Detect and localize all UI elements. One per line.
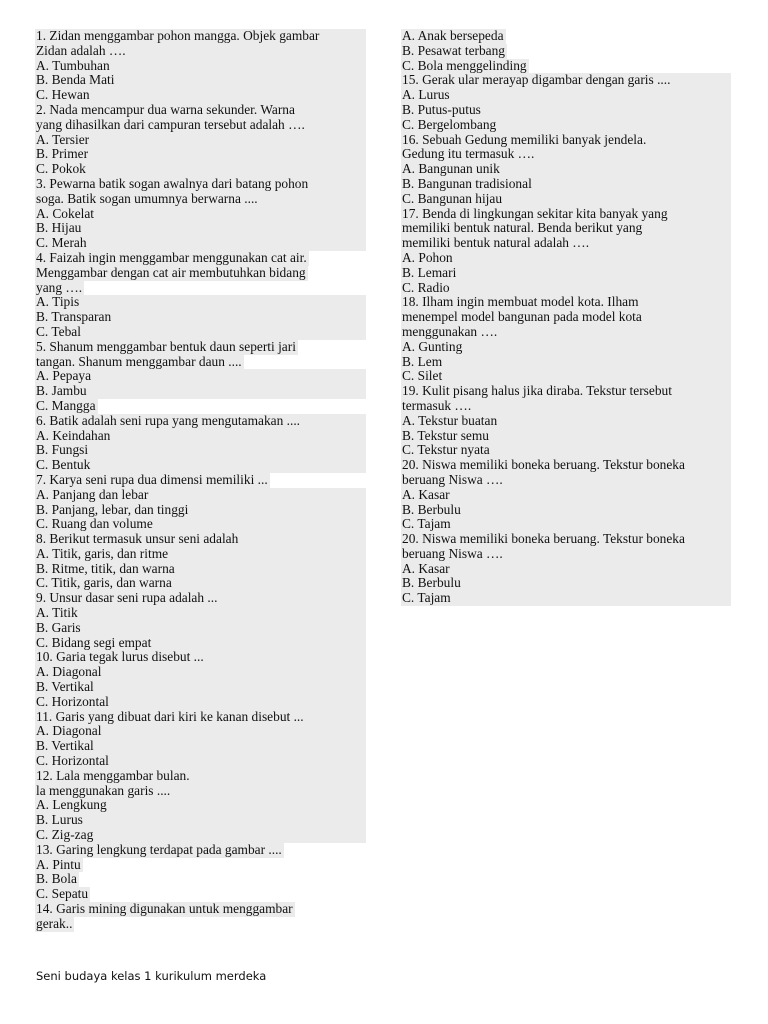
text-line: B. Hijau (35, 221, 366, 236)
left-question-column (35, 29, 366, 932)
text-line: 2. Nada mencampur dua warna sekunder. Warna (35, 103, 366, 118)
text-line: C. Bergelombang (401, 118, 731, 133)
text-line: 20. Niswa memiliki boneka beruang. Tekstur boneka (401, 458, 731, 473)
text-line: Menggambar dengan cat air membutuhkan bidang (36, 265, 306, 280)
text-line: A. Lurus (401, 88, 731, 103)
text-line: C. Pokok (35, 162, 366, 177)
text-line: C. Tajam (401, 591, 731, 606)
text-line: A. Cokelat (35, 207, 366, 222)
text-line: Gedung itu termasuk …. (401, 147, 731, 162)
text-line: C. Tajam (401, 517, 731, 532)
text-line: A. Diagonal (35, 665, 366, 680)
text-line: beruang Niswa …. (401, 547, 731, 562)
text-line: menempel model bangunan pada model kota (401, 310, 731, 325)
text-line: B. Bola (36, 872, 77, 887)
text-line: 6. Batik adalah seni rupa yang mengutamakan .... (35, 414, 366, 429)
text-line: 12. Lala menggambar bulan. (35, 769, 366, 784)
text-line: B. Berbulu (401, 576, 731, 591)
text-line: C. Radio (401, 281, 731, 296)
text-line: B. Lurus (35, 813, 366, 828)
text-line: 1. Zidan menggambar pohon mangga. Objek gambar (35, 29, 366, 44)
text-line: A. Gunting (401, 340, 731, 355)
text-line: C. Silet (401, 369, 731, 384)
text-line: B. Vertikal (35, 680, 366, 695)
text-line: B. Vertikal (35, 739, 366, 754)
text-line: B. Garis (35, 621, 366, 636)
text-line: A. Tumbuhan (35, 59, 366, 74)
text-line: A. Panjang dan lebar (35, 488, 366, 503)
text-line: tangan. Shanum menggambar daun .... (36, 354, 242, 369)
text-line: 20. Niswa memiliki boneka beruang. Tekstur boneka (401, 532, 731, 547)
text-line: B. Jambu (35, 384, 366, 399)
text-line: 13. Garing lengkung terdapat pada gambar .... (36, 842, 282, 857)
text-line: B. Benda Mati (35, 73, 366, 88)
text-line: C. Horizontal (35, 695, 366, 710)
text-line: C. Tebal (35, 325, 366, 340)
text-line: A. Lengkung (35, 798, 366, 813)
text-line: 16. Sebuah Gedung memiliki banyak jendela. (401, 133, 731, 148)
text-line: C. Sepatu (36, 887, 89, 902)
text-line: A. Kasar (401, 488, 731, 503)
text-line: C. Bola menggelinding (402, 58, 527, 73)
text-line: A. Pohon (401, 251, 731, 266)
text-line: memiliki bentuk natural adalah …. (401, 236, 731, 251)
text-line: A. Anak bersepeda (402, 29, 504, 43)
text-line: C. Bangunan hijau (401, 192, 731, 207)
text-line: A. Pintu (36, 857, 81, 872)
text-line: C. Ruang dan volume (35, 517, 366, 532)
text-line: soga. Batik sogan umumnya berwarna .... (35, 192, 366, 207)
text-line: C. Bentuk (35, 458, 366, 473)
text-line: A. Titik, garis, dan ritme (35, 547, 366, 562)
text-line: 5. Shanum menggambar bentuk daun seperti jari (36, 339, 296, 354)
text-line: B. Tekstur semu (401, 429, 731, 444)
document-footer: Seni budaya kelas 1 kurikulum merdeka (36, 969, 267, 983)
text-line: B. Fungsi (35, 443, 366, 458)
text-line: 14. Garis mining digunakan untuk menggambar (36, 902, 293, 917)
text-line: 7. Karya seni rupa dua dimensi memiliki ... (36, 472, 268, 487)
text-line: 3. Pewarna batik sogan awalnya dari batang pohon (35, 177, 366, 192)
text-line: 19. Kulit pisang halus jika diraba. Tekstur tersebut (401, 384, 731, 399)
text-line: gerak.. (36, 916, 73, 931)
text-line: B. Putus-putus (401, 103, 731, 118)
text-line: la menggunakan garis .... (35, 784, 366, 799)
text-line: 18. Ilham ingin membuat model kota. Ilham (401, 295, 731, 310)
text-line: A. Tipis (35, 295, 366, 310)
text-line: B. Transparan (35, 310, 366, 325)
text-line: B. Pesawat terbang (402, 43, 506, 58)
text-line: memiliki bentuk natural. Benda berikut yang (401, 221, 731, 236)
text-line: A. Bangunan unik (401, 162, 731, 177)
text-line: 10. Garia tegak lurus disebut ... (35, 650, 366, 665)
text-line: C. Tekstur nyata (401, 443, 731, 458)
text-line: C. Hewan (35, 88, 366, 103)
text-line: B. Panjang, lebar, dan tinggi (35, 503, 366, 518)
text-line: 9. Unsur dasar seni rupa adalah ... (35, 591, 366, 606)
text-line: C. Zig-zag (35, 828, 366, 843)
text-line: yang dihasilkan dari campuran tersebut adalah …. (35, 118, 366, 133)
text-line: B. Primer (35, 147, 366, 162)
right-question-column (401, 29, 731, 606)
text-line: A. Keindahan (35, 429, 366, 444)
text-line: C. Merah (35, 236, 366, 251)
text-line: 11. Garis yang dibuat dari kiri ke kanan disebut ... (35, 710, 366, 725)
text-line: menggunakan …. (401, 325, 731, 340)
text-line: yang …. (36, 280, 83, 295)
text-line: C. Bidang segi empat (35, 636, 366, 651)
text-line: A. Diagonal (35, 724, 366, 739)
text-line: A. Tekstur buatan (401, 414, 731, 429)
text-line: A. Pepaya (35, 369, 366, 384)
text-line: beruang Niswa …. (401, 473, 731, 488)
text-line: B. Lem (401, 355, 731, 370)
text-line: B. Bangunan tradisional (401, 177, 731, 192)
text-line: C. Horizontal (35, 754, 366, 769)
text-line: C. Titik, garis, dan warna (35, 576, 366, 591)
text-line: A. Titik (35, 606, 366, 621)
text-line: termasuk …. (401, 399, 731, 414)
text-line: B. Berbulu (401, 503, 731, 518)
text-line: A. Kasar (401, 562, 731, 577)
text-line: B. Lemari (401, 266, 731, 281)
text-line: Zidan adalah …. (35, 44, 366, 59)
text-line: B. Ritme, titik, dan warna (35, 562, 366, 577)
text-line: 15. Gerak ular merayap digambar dengan garis .... (401, 73, 731, 88)
text-line: 4. Faizah ingin menggambar menggunakan cat air. (36, 250, 307, 265)
text-line: A. Tersier (35, 133, 366, 148)
text-line: 8. Berikut termasuk unsur seni adalah (35, 532, 366, 547)
text-line: 17. Benda di lingkungan sekitar kita banyak yang (401, 207, 731, 222)
text-line: C. Mangga (36, 398, 96, 413)
